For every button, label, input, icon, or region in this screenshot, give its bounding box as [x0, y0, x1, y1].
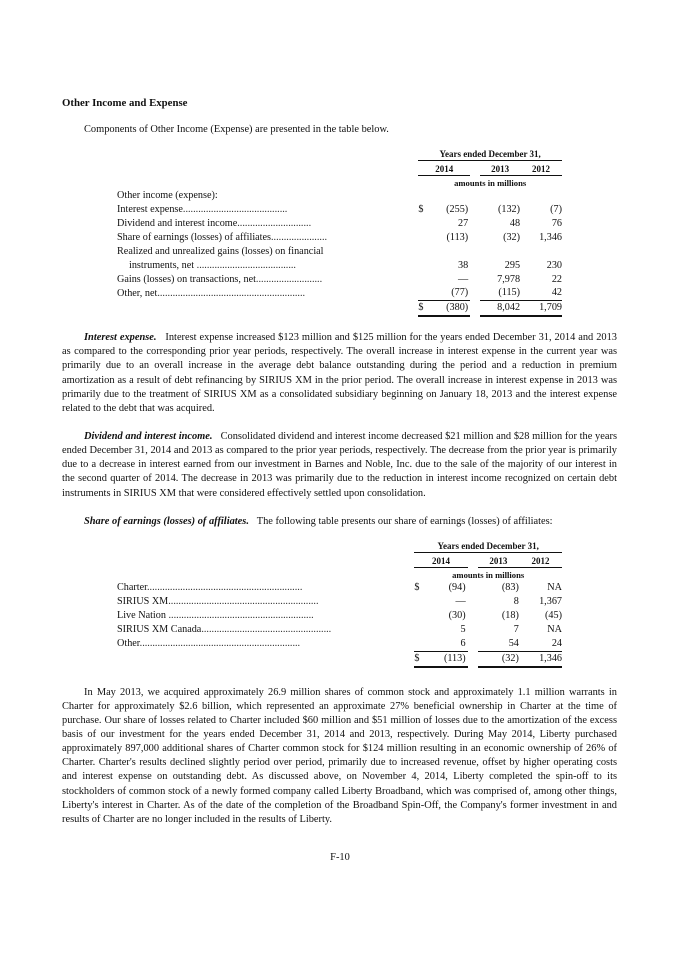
- table-row: Dividend and interest income............................. 27 48 76: [117, 218, 562, 230]
- table-row: Gains (losses) on transactions, net.......................... — 7,978 22: [117, 273, 562, 285]
- table1-group-label: Other income (expense):: [117, 190, 218, 202]
- row-label: Live Nation: [117, 610, 166, 622]
- charter-paragraph: In May 2013, we acquired approximately 26.9 million shares of common stock and approximately 1.1 million warrants in Charter for approximately $2.6 billion, which represented an approximate 27% beneficial ownership in Charter at the time of purchase. Our share of losses related to Charter included $60 million and $51 million of losses due to the amortization of the excess basis of our investment for the years ended December 31, 2014 and 2013, respectively. During May 2014, Liberty purchased approximately 897,000 additional shares of Charter common stock for $124 million resulting in an economic ownership of 26% of Charter. Charter's results declined slightly period over period, primarily due to increased revenue, offset by higher operating costs and interest expense on outstanding debt. As discussed above, on November 4, 2014, Liberty completed the spin-off to its stockholders of common stock of a newly formed company called Liberty Broadband, which was comprised of, among other things, Liberty's interest in Charter. As of the date of the completion of the Broadband Spin-Off, the Company's former investment in and results of Charter are no longer included in the results of Liberty.: [62, 686, 617, 825]
- table-total-row: $ (380) 8,042 1,709: [117, 301, 562, 316]
- page-number: F-10: [330, 852, 350, 863]
- other-income-table: [117, 147, 562, 317]
- table2-subheader: amounts in millions: [452, 569, 525, 580]
- table1-year-2013: 2013: [480, 161, 520, 176]
- table-row: Other............................................................... 6 54 24: [117, 637, 562, 650]
- row-label: Charter: [117, 582, 147, 594]
- table-row: instruments, net ....................................... 38 295 230: [129, 259, 562, 271]
- row-label: SIRIUS XM: [117, 596, 169, 608]
- row-label: SIRIUS XM Canada: [117, 624, 202, 635]
- table2-year-2012: 2012: [519, 553, 562, 568]
- table2-year-2014: 2014: [414, 553, 467, 568]
- row-label: Other: [117, 638, 140, 650]
- table1-header-group: Years ended December 31,: [418, 147, 562, 161]
- table2-header-group: Years ended December 31,: [414, 539, 562, 553]
- dividend-income-paragraph: Dividend and interest income. Consolidated dividend and interest income decreased $21 million and $28 million for the years ended December 31, 2014 and 2013 as compared to the prior year periods, respectively. The decrease from the prior year is primarily due to a decrease in interest earned from our investment in Barnes and Noble, Inc. due to the sale of the majority of our interest in the second quarter of 2014. The decrease in 2013 was primarily due to the reduction in interest income recognized on certain debt instruments in SIRIUS XM that were considered effectively settled upon consolidation.: [62, 431, 617, 499]
- table-row: [117, 245, 562, 259]
- affiliates-table: [117, 539, 562, 668]
- table1-year-2012: 2012: [520, 161, 562, 176]
- row-label: Interest expense: [117, 204, 183, 216]
- table-row: Interest expense......................................... $ (255) (132) (7): [117, 204, 562, 216]
- row-label: instruments, net: [129, 259, 195, 271]
- interest-expense-paragraph: Interest expense. Interest expense increased $123 million and $125 million for the years ended December 31, 2014 and 2013 as compared to the corresponding prior year periods, respectively. The overall increase in interest expense in the current year was primarily due to an overall increase in the average debt balance outstanding during the period and a reduction in premium amortization as a result of debt refinancing by SIRIUS XM in the prior period. The overall increase in interest expense in 2013 was primarily due to the treatment of SIRIUS XM as a consolidated subsidiary beginning on January 18, 2013 and the interest expense related to the debt that was acquired.: [62, 332, 617, 414]
- row-label: Share of earnings (losses) of affiliates: [117, 231, 271, 243]
- table1-subheader: amounts in millions: [454, 177, 527, 188]
- table-row: Live Nation ......................................................... (30) (18) (45): [117, 610, 562, 622]
- row-label: Other, net: [117, 287, 158, 299]
- table-total-row: $ (113) (32) 1,346: [117, 651, 562, 666]
- table-row: SIRIUS XM Canada................................................... 5 7 NA: [117, 624, 562, 635]
- row-label: Realized and unrealized gains (losses) on financial: [117, 245, 324, 257]
- table2-year-2013: 2013: [478, 553, 519, 568]
- table-row: SIRIUS XM........................................................... — 8 1,367: [117, 596, 562, 608]
- row-label: Gains (losses) on transactions, net: [117, 273, 256, 285]
- table1-year-2014: 2014: [418, 161, 470, 176]
- table-row: Charter............................................................. $ (94) (83) NA: [117, 582, 562, 594]
- share-of-earnings-paragraph: Share of earnings (losses) of affiliates. The following table presents our share of earnings (losses) of affiliates:: [84, 515, 553, 527]
- section-title: Other Income and Expense: [62, 97, 188, 109]
- intro-text: Components of Other Income (Expense) are presented in the table below.: [84, 123, 389, 135]
- table-row: Share of earnings (losses) of affiliates...................... (113) (32) 1,346: [117, 231, 562, 243]
- document-page: [62, 96, 617, 827]
- row-label: Dividend and interest income: [117, 218, 238, 230]
- table-row: Other, net.......................................................... (77) (115) 42: [117, 287, 562, 299]
